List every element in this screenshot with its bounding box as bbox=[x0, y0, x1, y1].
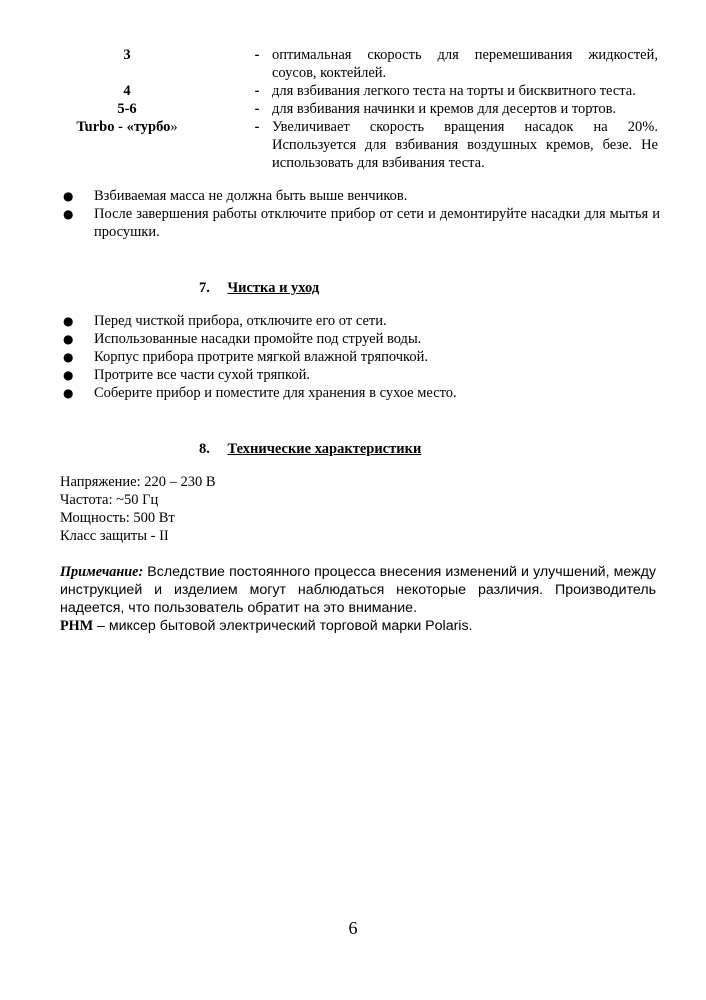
spec-power: Мощность: 500 Вт bbox=[60, 510, 175, 526]
note-text: Вследствие постоянного процесса внесения изменений и улучшений, между инструкцией и изделием могут наблюдаться некоторые различия. Производитель надеется, что пользователь обратит на это внимание. bbox=[60, 564, 656, 616]
list-item bbox=[60, 348, 660, 366]
list-item bbox=[60, 205, 660, 241]
speed-table bbox=[60, 46, 660, 172]
speed-description-line: использовать для взбивания теста. bbox=[272, 155, 485, 171]
speed-row bbox=[60, 46, 660, 82]
technical-specs bbox=[60, 473, 660, 545]
spec-frequency: Частота: ~50 Гц bbox=[60, 492, 159, 508]
bullet-icon: ● bbox=[63, 332, 74, 346]
speed-description bbox=[272, 82, 658, 100]
speed-dash: - bbox=[254, 101, 260, 117]
speed-description-line: оптимальная скорость для перемешивания жидкостей, bbox=[272, 47, 658, 63]
speed-dash: - bbox=[254, 47, 260, 63]
speed-description bbox=[272, 118, 658, 172]
bullet-icon: ● bbox=[63, 314, 74, 328]
list-item bbox=[60, 312, 660, 330]
list-item bbox=[60, 187, 660, 205]
list-item-text: Соберите прибор и поместите для хранения в сухое место. bbox=[94, 385, 457, 401]
spec-voltage: Напряжение: 220 – 230 В bbox=[60, 474, 216, 490]
page-number: 6 bbox=[348, 918, 358, 938]
list-item-text: Взбиваемая масса не должна быть выше венчиков. bbox=[94, 188, 408, 204]
bullet-icon: ● bbox=[63, 189, 74, 203]
bullet-icon: ● bbox=[63, 368, 74, 382]
speed-key-normal: » bbox=[170, 119, 178, 135]
list-item-text: Перед чисткой прибора, отключите его от сети. bbox=[94, 313, 387, 329]
speed-key: 4 bbox=[123, 83, 131, 99]
section-title: Чистка и уход bbox=[227, 280, 320, 296]
list-item bbox=[60, 330, 660, 348]
speed-key: 5-6 bbox=[117, 101, 137, 117]
section-number: 7. bbox=[199, 280, 210, 296]
list-item bbox=[60, 366, 660, 384]
spec-protection-class: Класс защиты - II bbox=[60, 528, 169, 544]
section-number: 8. bbox=[199, 441, 210, 457]
section-title: Технические характеристики bbox=[227, 441, 422, 457]
list-item-text: Использованные насадки промойте под струей воды. bbox=[94, 331, 422, 347]
speed-dash: - bbox=[254, 83, 260, 99]
note-text-block bbox=[60, 563, 656, 617]
bullet-icon: ● bbox=[63, 350, 74, 364]
speed-description-line: для взбивания начинки и кремов для десертов и тортов. bbox=[272, 101, 617, 117]
note-brand-block bbox=[60, 617, 656, 635]
note-paragraph bbox=[60, 563, 656, 635]
speed-description-line: Увеличивает скорость вращения насадок на 20%. bbox=[272, 119, 658, 135]
speed-description bbox=[272, 100, 658, 118]
list-item-text: Корпус прибора протрите мягкой влажной тряпочкой. bbox=[94, 349, 428, 365]
speed-key bbox=[60, 118, 194, 136]
speed-row bbox=[60, 82, 660, 100]
speed-description bbox=[272, 46, 658, 82]
list-item bbox=[60, 384, 660, 402]
list-item-text: Протрите все части сухой тряпкой. bbox=[94, 367, 310, 383]
list-item-text: После завершения работы отключите прибор от сети и демонтируйте насадки для мытья и просушки. bbox=[94, 206, 660, 240]
speed-description-line: для взбивания легкого теста на торты и бисквитного теста. bbox=[272, 83, 636, 99]
speed-row bbox=[60, 118, 660, 172]
speed-key-bold: Turbo - «турбо bbox=[76, 119, 171, 135]
note-brand-label: РНМ bbox=[60, 618, 94, 634]
bullet-icon: ● bbox=[63, 207, 74, 221]
cleaning-bullet-list bbox=[60, 312, 660, 402]
bullet-icon: ● bbox=[63, 386, 74, 400]
speed-dash: - bbox=[254, 119, 260, 135]
usage-bullet-list bbox=[60, 187, 660, 241]
note-brand-text: – миксер бытовой электрический торговой марки Polaris. bbox=[93, 618, 473, 634]
speed-description-line: Используется для взбивания воздушных кремов, безе. Не bbox=[272, 137, 658, 153]
note-label: Примечание: bbox=[60, 564, 144, 580]
speed-row bbox=[60, 100, 660, 118]
speed-description-line: соусов, коктейлей. bbox=[272, 65, 387, 81]
speed-key: 3 bbox=[123, 47, 131, 63]
